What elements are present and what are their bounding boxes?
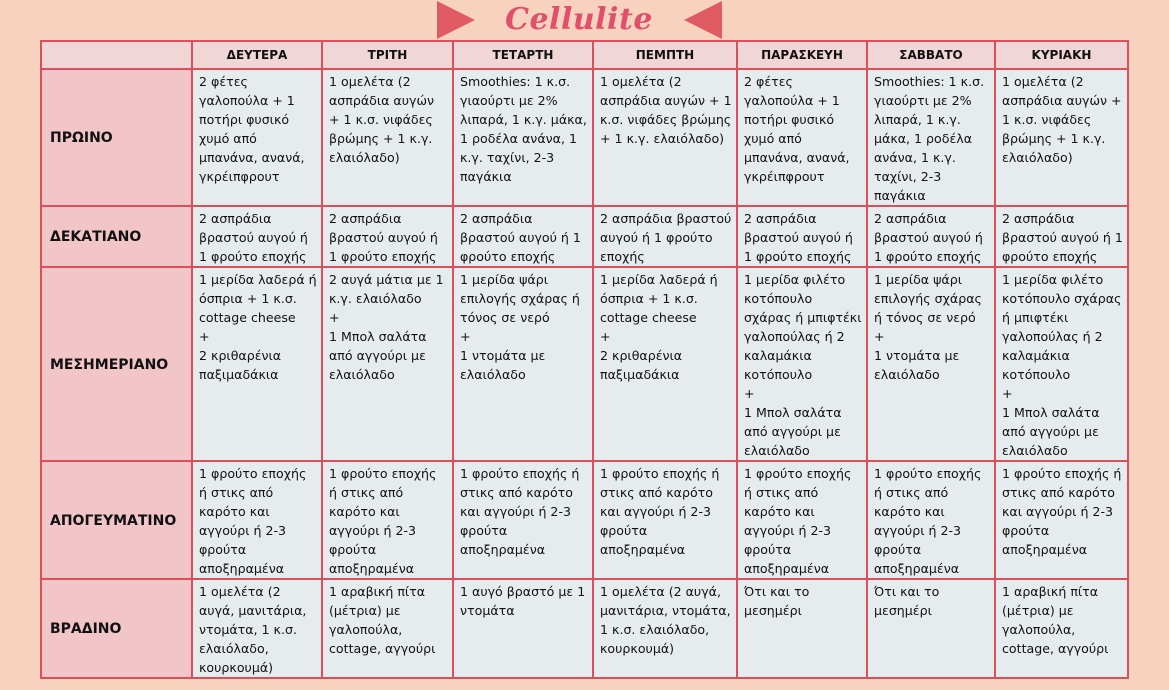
day-header: ΠΑΡΑΣΚΕΥΗ	[737, 41, 867, 69]
day-header: ΤΡΙΤΗ	[322, 41, 453, 69]
meal-cell-text: Smoothies: 1 κ.σ. γιαούρτι με 2% λιπαρά, 1 κ.γ. μάκα, 1 ροδέλα ανάνα, 1 κ.γ. ταχίνι, 2-3 παγάκια	[874, 74, 985, 203]
day-header: ΔΕΥΤΕΡΑ	[192, 41, 322, 69]
meal-cell	[995, 579, 1128, 678]
meal-cell-text: 1 φρούτο εποχής ή στικς από καρότο και αγγούρι ή 2-3 φρούτα αποξηραμένα	[1002, 466, 1122, 557]
meal-cell	[322, 267, 453, 461]
meal-cell-text: 1 μερίδα ψάρι επιλογής σχάρας ή τόνος σε νερό + 1 ντομάτα με ελαιόλαδο	[460, 272, 580, 382]
diet-table	[40, 40, 1129, 679]
title-banner	[0, 0, 1169, 44]
day-header: ΤΕΤΑΡΤΗ	[453, 41, 593, 69]
meal-row	[41, 461, 1128, 579]
diet-table-panel	[40, 40, 1127, 675]
meal-cell-text: 1 ομελέτα (2 αυγά, μανιτάρια, ντομάτα, 1 κ.σ. ελαιόλαδο, κουρκουμά)	[199, 584, 307, 675]
meal-cell	[995, 69, 1128, 206]
day-header: ΚΥΡΙΑΚΗ	[995, 41, 1128, 69]
meal-cell	[737, 267, 867, 461]
meal-row	[41, 579, 1128, 678]
meal-cell	[453, 461, 593, 579]
meal-label: ΑΠΟΓΕΥΜΑΤΙΝΟ	[41, 461, 192, 579]
meal-cell	[995, 267, 1128, 461]
meal-label: ΜΕΣΗΜΕΡΙΑΝΟ	[41, 267, 192, 461]
corner-cell	[41, 41, 192, 69]
arrow-left-icon	[437, 1, 475, 39]
meal-cell-text: 2 ασπράδια βραστού αυγού ή 1 φρούτο εποχής	[874, 211, 983, 264]
meal-cell-text: Smoothies: 1 κ.σ. γιαούρτι με 2% λιπαρά, 1 κ.γ. μάκα, 1 ροδέλα ανάνα, 1 κ.γ. ταχίνι, 2-3 παγάκια	[460, 74, 587, 184]
meal-cell	[867, 267, 995, 461]
meal-cell	[867, 206, 995, 267]
meal-row	[41, 267, 1128, 461]
meal-cell	[995, 461, 1128, 579]
meal-cell	[593, 267, 737, 461]
meal-cell-text: 1 ομελέτα (2 αυγά, μανιτάρια, ντομάτα, 1 κ.σ. ελαιόλαδο, κουρκουμά)	[600, 584, 731, 656]
meal-cell	[322, 579, 453, 678]
page-title: Cellulite	[505, 2, 653, 37]
meal-cell	[322, 69, 453, 206]
meal-cell-text: 1 μερίδα λαδερά ή όσπρια + 1 κ.σ. cottage cheese + 2 κριθαρένια παξιμαδάκια	[199, 272, 317, 382]
meal-cell	[995, 206, 1128, 267]
meal-cell-text: 1 μερίδα λαδερά ή όσπρια + 1 κ.σ. cottage cheese + 2 κριθαρένια παξιμαδάκια	[600, 272, 718, 382]
meal-cell-text: 2 ασπράδια βραστού αυγού ή 1 φρούτο εποχής	[460, 211, 581, 264]
meal-cell	[737, 579, 867, 678]
meal-cell	[737, 206, 867, 267]
meal-cell	[867, 579, 995, 678]
meal-cell-text: 1 ομελέτα (2 ασπράδια αυγών + 1 κ.σ. νιφάδες βρώμης + 1 κ.γ. ελαιόλαδο)	[1002, 74, 1122, 165]
meal-cell-text: 1 φρούτο εποχής ή στικς από καρότο και αγγούρι ή 2-3 φρούτα αποξηραμένα	[199, 466, 307, 576]
meal-cell	[192, 579, 322, 678]
meal-cell	[192, 267, 322, 461]
meal-cell	[867, 69, 995, 206]
meal-cell-text: 1 αραβική πίτα (μέτρια) με γαλοπούλα, cottage, αγγούρι	[329, 584, 436, 656]
meal-cell-text: 2 ασπράδια βραστού αυγού ή 1 φρούτο εποχής	[199, 211, 308, 264]
day-header-row	[41, 41, 1128, 69]
meal-cell-text: 1 μερίδα ψάρι επιλογής σχάρας ή τόνος σε νερό + 1 ντομάτα με ελαιόλαδο	[874, 272, 982, 382]
meal-cell-text: 2 αυγά μάτια με 1 κ.γ. ελαιόλαδο + 1 Μπολ σαλάτα από αγγούρι με ελαιόλαδο	[329, 272, 444, 382]
meal-label: ΔΕΚΑΤΙΑΝΟ	[41, 206, 192, 267]
meal-row	[41, 206, 1128, 267]
meal-cell	[593, 69, 737, 206]
arrow-right-icon	[684, 1, 722, 39]
meal-cell-text: 1 φρούτο εποχής ή στικς από καρότο και αγγούρι ή 2-3 φρούτα αποξηραμένα	[744, 466, 852, 576]
meal-cell	[453, 206, 593, 267]
meal-cell	[322, 461, 453, 579]
meal-cell	[593, 579, 737, 678]
meal-label: ΠΡΩΙΝΟ	[41, 69, 192, 206]
meal-cell-text: Ότι και το μεσημέρι	[874, 584, 940, 618]
meal-label: ΒΡΑΔΙΝΟ	[41, 579, 192, 678]
meal-cell-text: 1 μερίδα φιλέτο κοτόπουλο σχάρας ή μπιφτέκι γαλοπούλας ή 2 καλαμάκια κοτόπουλο + 1 Μπολ σαλάτα από αγγούρι με ελαιόλαδο	[744, 272, 862, 458]
meal-cell	[867, 461, 995, 579]
meal-cell	[737, 69, 867, 206]
meal-cell-text: 2 φέτες γαλοπούλα + 1 ποτήρι φυσικό χυμό από μπανάνα, ανανά, γκρέιπφρουτ	[199, 74, 305, 184]
meal-cell-text: 2 ασπράδια βραστού αυγού ή 1 φρούτο εποχής	[1002, 211, 1123, 264]
meal-cell-text: 1 φρούτο εποχής ή στικς από καρότο και αγγούρι ή 2-3 φρούτα αποξηραμένα	[329, 466, 437, 576]
meal-cell	[453, 267, 593, 461]
meal-cell-text: 2 ασπράδια βραστού αυγού ή 1 φρούτο εποχής	[329, 211, 438, 264]
meal-cell-text: 1 ομελέτα (2 ασπράδια αυγών + 1 κ.σ. νιφάδες βρώμης + 1 κ.γ. ελαιόλαδο)	[600, 74, 732, 146]
meal-cell-text: 1 μερίδα φιλέτο κοτόπουλο σχάρας ή μπιφτέκι γαλοπούλας ή 2 καλαμάκια κοτόπουλο + 1 Μπολ σαλάτα από αγγούρι με ελαιόλαδο	[1002, 272, 1122, 458]
meal-cell	[192, 206, 322, 267]
meal-cell	[322, 206, 453, 267]
meal-cell-text: 1 φρούτο εποχής ή στικς από καρότο και αγγούρι ή 2-3 φρούτα αποξηραμένα	[600, 466, 720, 557]
meal-cell-text: 1 αραβική πίτα (μέτρια) με γαλοπούλα, cottage, αγγούρι	[1002, 584, 1109, 656]
meal-cell	[737, 461, 867, 579]
meal-cell-text: 2 ασπράδια βραστού αυγού ή 1 φρούτο εποχής	[600, 211, 732, 264]
meal-cell-text: 1 φρούτο εποχής ή στικς από καρότο και αγγούρι ή 2-3 φρούτα αποξηραμένα	[460, 466, 580, 557]
meal-cell	[453, 69, 593, 206]
meal-cell-text: Ότι και το μεσημέρι	[744, 584, 810, 618]
meal-cell-text: 2 φέτες γαλοπούλα + 1 ποτήρι φυσικό χυμό από μπανάνα, ανανά, γκρέιπφρουτ	[744, 74, 850, 184]
meal-cell	[593, 206, 737, 267]
meal-cell-text: 1 φρούτο εποχής ή στικς από καρότο και αγγούρι ή 2-3 φρούτα αποξηραμένα	[874, 466, 982, 576]
meal-cell	[593, 461, 737, 579]
meal-cell-text: 1 αυγό βραστό με 1 ντομάτα	[460, 584, 586, 618]
meal-cell	[453, 579, 593, 678]
meal-cell	[192, 461, 322, 579]
day-header: ΣΑΒΒΑΤΟ	[867, 41, 995, 69]
meal-cell-text: 1 ομελέτα (2 ασπράδια αυγών + 1 κ.σ. νιφάδες βρώμης + 1 κ.γ. ελαιόλαδο)	[329, 74, 435, 165]
meal-cell-text: 2 ασπράδια βραστού αυγού ή 1 φρούτο εποχής	[744, 211, 853, 264]
day-header: ΠΕΜΠΤΗ	[593, 41, 737, 69]
meal-cell	[192, 69, 322, 206]
meal-row	[41, 69, 1128, 206]
